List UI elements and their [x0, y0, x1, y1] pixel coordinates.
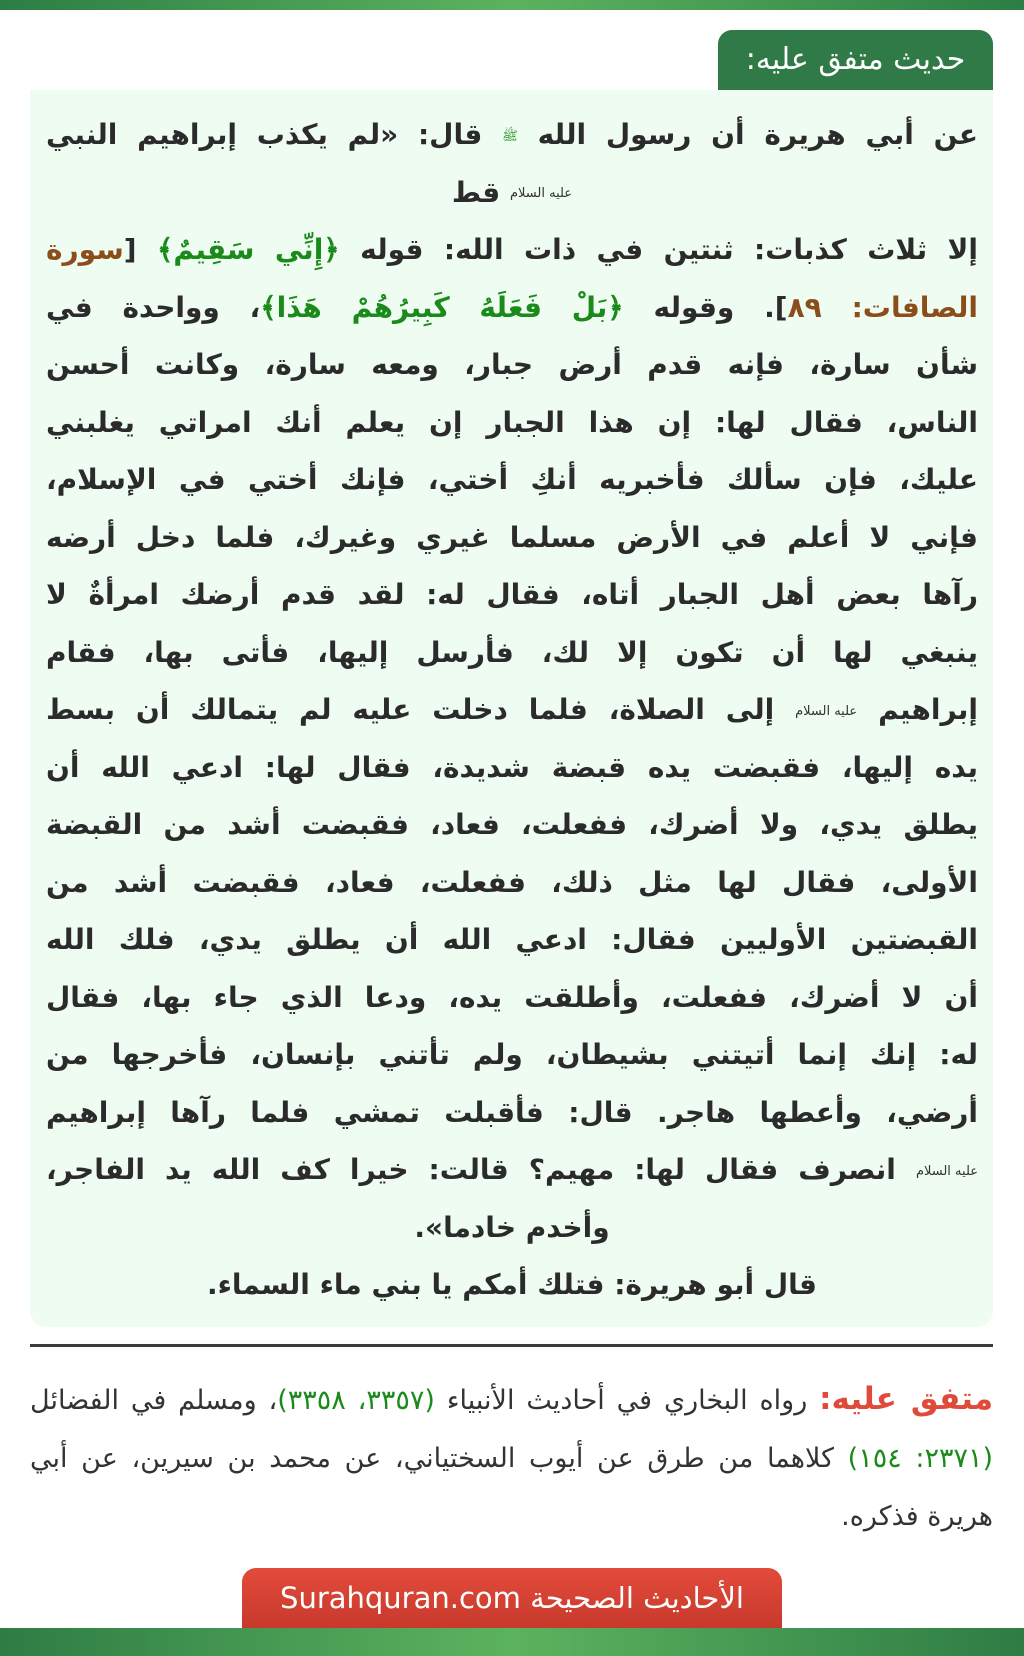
quran-quote: ﴿إِنِّي سَقِيمٌ﴾ [156, 233, 340, 266]
hadith-line [46, 796, 978, 854]
hadith-text-span: عليك، فإن سألك فأخبريه أنكِ أختي، فإنك أختي في الإسلام، [46, 463, 978, 496]
hadith-text-span: ، وواحدة في [46, 290, 261, 324]
source-label: متفق عليه: [819, 1381, 994, 1417]
hadith-text-span: عن أبي هريرة أن رسول الله [517, 118, 978, 151]
hadith-line [46, 221, 978, 279]
hadith-line [46, 336, 978, 394]
hadith-text-span: أن لا أضرك، ففعلت، وأطلقت يده، ودعا الذي جاء بها، فقال [46, 980, 978, 1014]
hadith-text-span: قط [451, 175, 510, 209]
source-text: ، ومسلم في الفضائل [30, 1385, 278, 1416]
hadith-line [46, 681, 978, 739]
hadith-line [46, 969, 978, 1027]
hadith-text-span: ]. وقوله [623, 290, 788, 324]
honorific-alayhi-salam: عليه السلام [915, 1163, 978, 1179]
hadith-text-span: إلى الصلاة، فلما دخلت عليه لم يتمالك أن بسط [46, 693, 796, 726]
hadith-line [46, 739, 978, 797]
source-text: كلاهما من طرق عن أيوب السختياني، عن محمد بن سيرين، عن أبي هريرة فذكره. [30, 1443, 993, 1532]
bottom-bar [0, 1628, 1024, 1656]
hadith-line [46, 1199, 978, 1257]
hadith-text-span: شأن سارة، فإنه قدم أرض جبار، ومعه سارة، وكانت أحسن [46, 348, 978, 381]
sura-reference: الصافات: ٨٩ [787, 290, 979, 324]
hadith-line [46, 624, 978, 682]
hadith-line [46, 566, 978, 624]
hadith-line [46, 911, 978, 969]
honorific-alayhi-salam: عليه السلام [795, 703, 858, 719]
hadith-text-span: يطلق يدي، ولا أضرك، ففعلت، فعاد، فقبضت أشد من القبضة [46, 808, 978, 841]
hadith-line [46, 854, 978, 912]
divider [30, 1344, 993, 1347]
hadith-text-span: فإني لا أعلم في الأرض مسلما غيري وغيرك، فلما دخل أرضه [46, 520, 978, 554]
hadith-text-span: قال أبو هريرة: فتلك أمكم يا بني ماء السماء. [206, 1268, 818, 1301]
hadith-text-span: وأخدم خادما». [414, 1210, 610, 1244]
hadith-line [46, 509, 978, 567]
source-ref: (٣٣٥٧، ٣٣٥٨) [277, 1385, 435, 1416]
hadith-text-span: إلا ثلاث كذبات: ثنتين في ذات الله: قوله [339, 233, 979, 266]
hadith-line [46, 1084, 978, 1142]
source-text: رواه البخاري في أحاديث الأنبياء [434, 1385, 820, 1416]
hadith-text-span: إبراهيم [857, 693, 979, 726]
hadith-line [46, 1026, 978, 1084]
site-link-button[interactable]: الأحاديث الصحيحة Surahquran.com [242, 1568, 782, 1628]
honorific-salla-allah: ﷺ [502, 128, 518, 144]
hadith-text-span: رآها بعض أهل الجبار أتاه، فقال له: لقد قدم أرضك امرأةٌ لا [46, 578, 978, 611]
hadith-text-span: ينبغي لها أن تكون إلا لك، فأرسل إليها، فأتى بها، فقام [46, 635, 978, 669]
quran-quote: ﴿بَلْ فَعَلَهُ كَبِيرُهُمْ هَذَا﴾ [260, 290, 624, 324]
hadith-text-span: القبضتين الأوليين فقال: ادعي الله أن يطلق يدي، فلك الله [46, 923, 978, 956]
sura-reference: سورة [46, 233, 124, 266]
hadith-line [46, 1141, 978, 1199]
hadith-text-span: انصرف فقال لها: مهيم؟ قالت: خيرا كف الله يد الفاجر، [46, 1153, 916, 1186]
hadith-text-span: أرضي، وأعطها هاجر. قال: فأقبلت تمشي فلما رآها إبراهيم [46, 1095, 978, 1129]
hadith-text [46, 106, 978, 1314]
hadith-text-span: الأولى، فقال لها مثل ذلك، ففعلت، فعاد، فقبضت أشد من [46, 865, 978, 899]
hadith-text-span: الناس، فقال لها: إن هذا الجبار إن يعلم أنك امراتي يغلبني [46, 405, 978, 439]
hadith-line [46, 1256, 978, 1314]
hadith-text-span: قال: «لم يكذب إبراهيم النبي [46, 118, 503, 151]
hadith-text-span: [ [123, 233, 157, 266]
source-ref: (٢٣٧١: ١٥٤) [847, 1443, 994, 1474]
hadith-line [46, 279, 978, 337]
hadith-text-span: له: إنك إنما أتيتني بشيطان، ولم تأتني بإنسان، فأخرجها من [46, 1038, 978, 1071]
hadith-line [46, 164, 978, 222]
hadith-line [46, 451, 978, 509]
source-note [30, 1370, 993, 1546]
hadith-line [46, 394, 978, 452]
hadith-text-span: يده إليها، فقبضت يده قبضة شديدة، فقال لها: ادعي الله أن [46, 750, 978, 784]
hadith-type-tab: حديث متفق عليه: [718, 30, 993, 90]
honorific-alayhi-salam: عليه السلام [510, 186, 573, 201]
top-bar [0, 0, 1024, 10]
hadith-line [46, 106, 978, 164]
